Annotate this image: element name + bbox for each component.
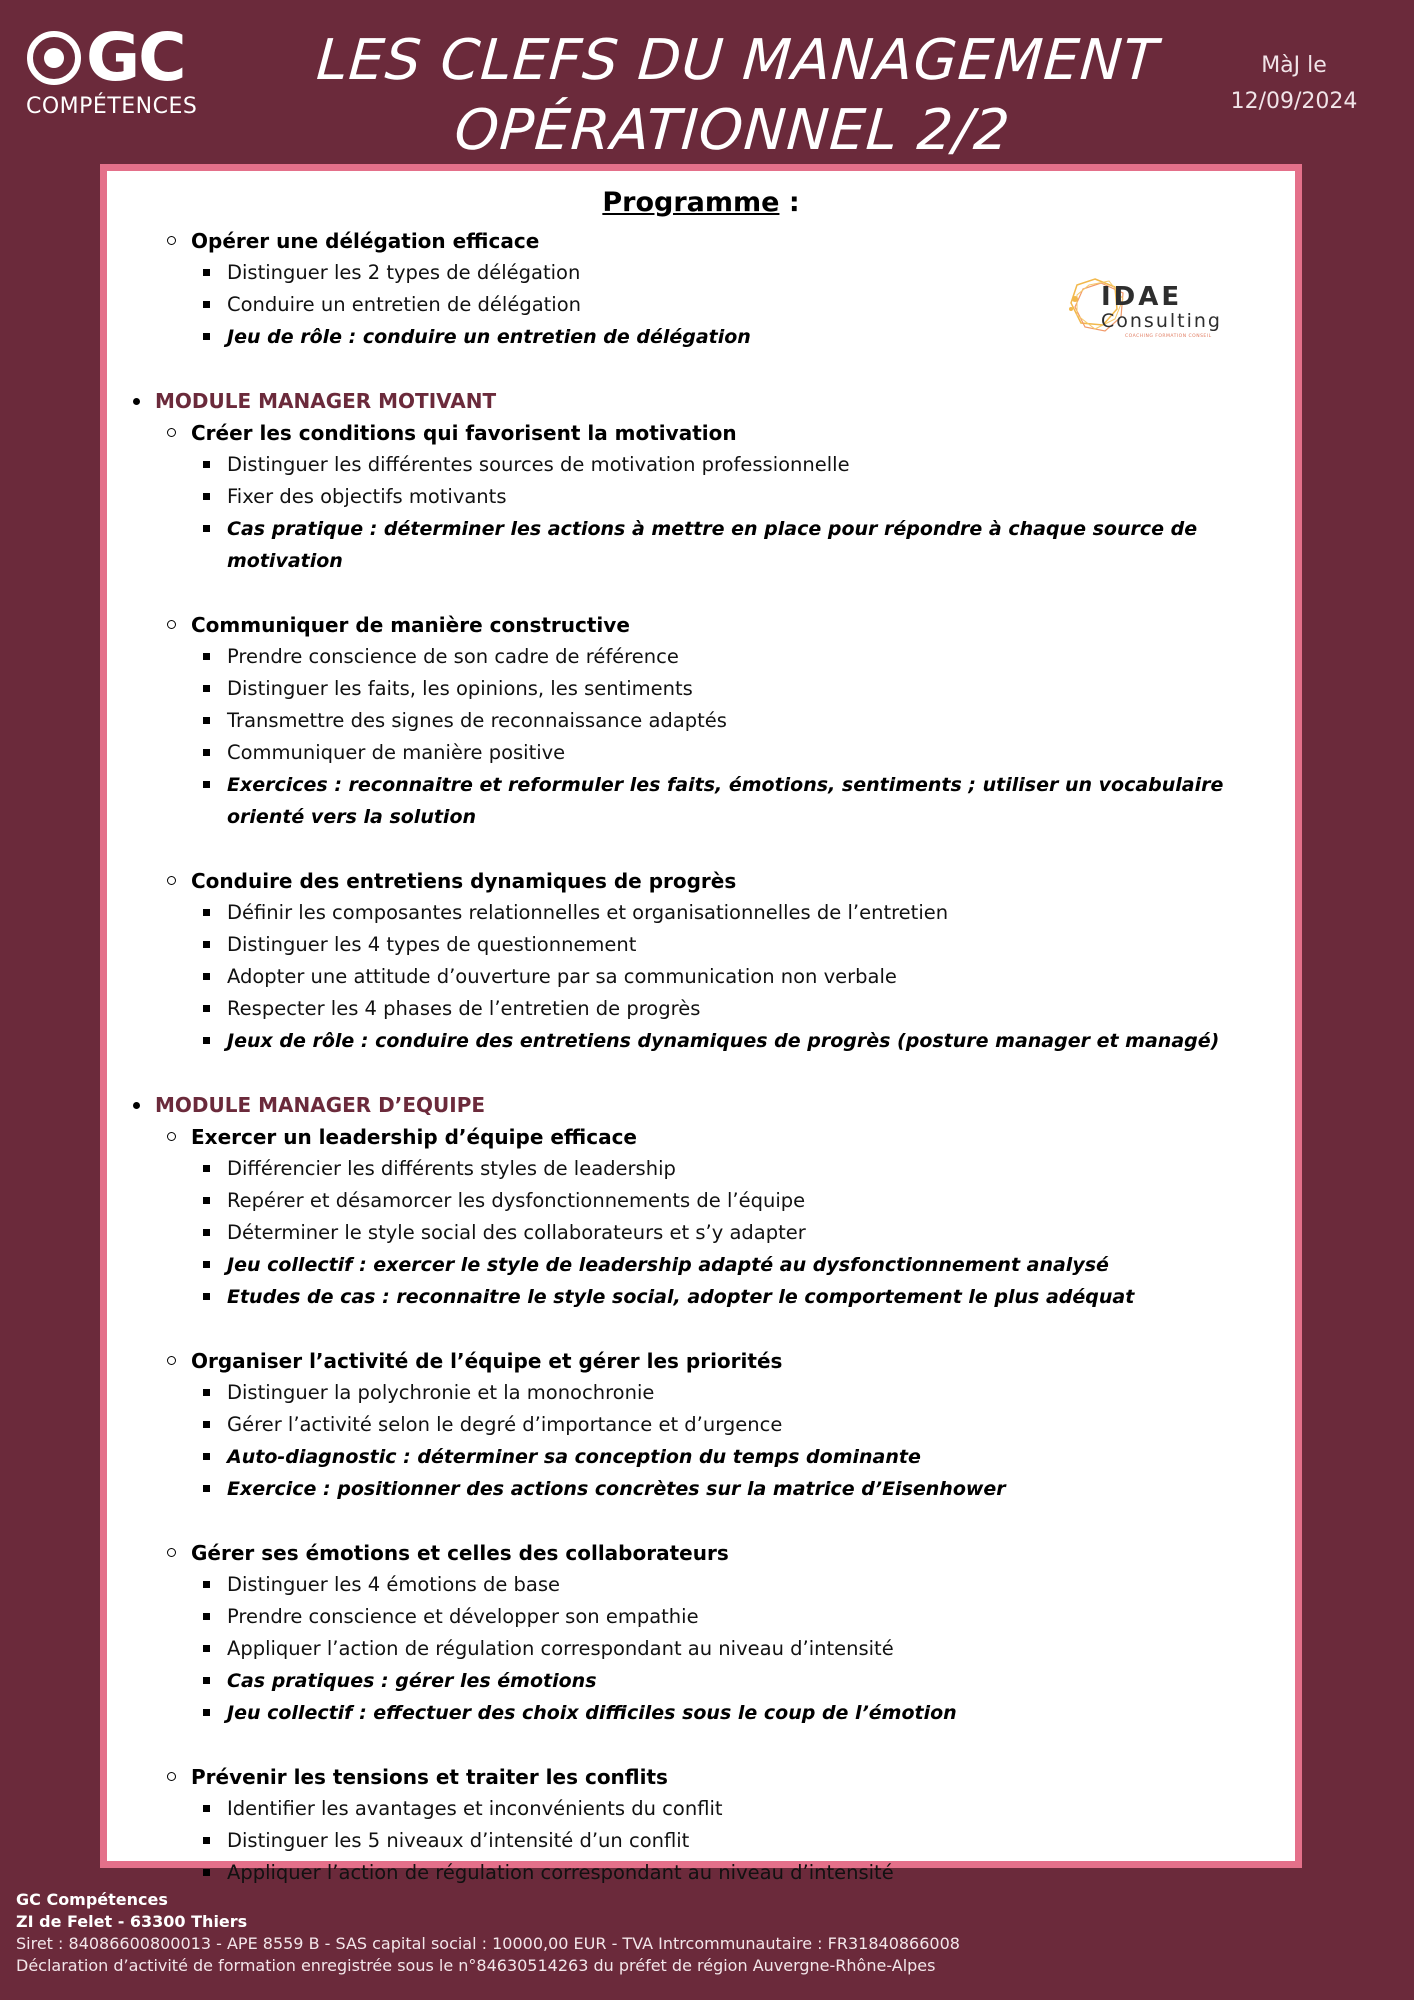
list-item-exercise [191, 1697, 1283, 1729]
list-item-exercise [191, 769, 1283, 833]
section-title: Opérer une délégation efficace [191, 229, 540, 253]
section-item [155, 1537, 1283, 1761]
square-bullet-icon [203, 1869, 210, 1876]
square-bullet-icon [203, 685, 210, 692]
list-item-text: Cas pratique : déterminer les actions à mettre en place pour répondre à chaque source de motivation [227, 518, 1198, 572]
list-item [191, 1857, 1283, 1889]
square-bullet-icon [203, 909, 210, 916]
square-bullet-icon [203, 1293, 210, 1300]
square-bullet-icon [203, 1613, 210, 1620]
list-item-exercise [191, 1025, 1283, 1057]
list-item [191, 1217, 1283, 1249]
idae-logo-tagline: COACHING FORMATION CONSEIL [1125, 334, 1212, 339]
list-item-text: Appliquer l’action de régulation correspondant au niveau d’intensité [227, 1637, 894, 1660]
list-item [191, 1601, 1283, 1633]
square-bullet-icon [203, 1037, 210, 1044]
list-item [191, 641, 1283, 673]
list-item [191, 1153, 1283, 1185]
list-item [191, 1633, 1283, 1665]
list-item-text: Gérer l’activité selon le degré d’importance et d’urgence [227, 1413, 783, 1436]
list-item-text: Distinguer les faits, les opinions, les sentiments [227, 677, 693, 700]
list-item [191, 1793, 1283, 1825]
square-bullet-icon [203, 525, 210, 532]
spacer [191, 1729, 1283, 1761]
section-item [155, 225, 1283, 353]
square-bullet-icon [203, 461, 210, 468]
section-item [155, 609, 1283, 865]
section-title: Communiquer de manière constructive [191, 613, 630, 637]
section-points [191, 257, 1283, 353]
circle-bullet-icon [167, 428, 176, 437]
spacer [191, 577, 1283, 609]
list-item-exercise [191, 513, 1283, 577]
list-item-text: Déterminer le style social des collaborateurs et s’y adapter [227, 1221, 806, 1244]
module-item [119, 385, 1283, 1089]
list-item [191, 289, 1283, 321]
footer-company: GC Compétences [16, 1890, 168, 1909]
gc-logo-circle-icon [26, 30, 82, 86]
logo-letters: GC [86, 19, 185, 96]
section-item [155, 1345, 1283, 1537]
square-bullet-icon [203, 1581, 210, 1588]
square-bullet-icon [203, 1677, 210, 1684]
programme-panel [100, 164, 1302, 1884]
module-item [119, 1089, 1283, 1889]
circle-bullet-icon [167, 236, 176, 245]
spacer [191, 1313, 1283, 1345]
square-bullet-icon [203, 1485, 210, 1492]
square-bullet-icon [203, 269, 210, 276]
list-item-exercise [191, 1665, 1283, 1697]
section-points [191, 449, 1283, 577]
section-points [191, 897, 1283, 1057]
list-item-text: Distinguer les 5 niveaux d’intensité d’un conflit [227, 1829, 690, 1852]
square-bullet-icon [203, 1389, 210, 1396]
disc-bullet-icon [133, 398, 140, 405]
square-bullet-icon [203, 1453, 210, 1460]
list-item-text: Conduire un entretien de délégation [227, 293, 582, 316]
list-item-text: Transmettre des signes de reconnaissance adaptés [227, 709, 727, 732]
circle-bullet-icon [167, 1356, 176, 1365]
list-item-exercise [191, 1473, 1283, 1505]
list-item-text: Communiquer de manière positive [227, 741, 566, 764]
square-bullet-icon [203, 1261, 210, 1268]
footer-declaration: Déclaration d’activité de formation enregistrée sous le n°84630514263 du préfet de région Auvergne-Rhône-Alpes [16, 1956, 936, 1975]
list-item-exercise [191, 321, 1283, 353]
list-item-text: Distinguer les 2 types de délégation [227, 261, 581, 284]
square-bullet-icon [203, 333, 210, 340]
square-bullet-icon [203, 1837, 210, 1844]
list-item [191, 897, 1283, 929]
list-item-text: Exercice : positionner des actions concrètes sur la matrice d’Eisenhower [227, 1478, 1006, 1500]
square-bullet-icon [203, 1421, 210, 1428]
list-item-text: Exercices : reconnaitre et reformuler les faits, émotions, sentiments ; utiliser un vocabulaire orienté vers la solution [227, 774, 1224, 828]
list-item-exercise [191, 1281, 1283, 1313]
list-item [191, 257, 1283, 289]
section-points [191, 1569, 1283, 1729]
list-item-text: Jeu collectif : effectuer des choix difficiles sous le coup de l’émotion [227, 1702, 957, 1724]
footer-legal: Siret : 84086600800013 - APE 8559 B - SAS capital social : 10000,00 EUR - TVA Intrcommunautaire : FR31840866008 [16, 1934, 960, 1953]
list-item [191, 673, 1283, 705]
square-bullet-icon [203, 1805, 210, 1812]
footer [16, 1889, 1396, 1977]
square-bullet-icon [203, 1709, 210, 1716]
square-bullet-icon [203, 1229, 210, 1236]
square-bullet-icon [203, 941, 210, 948]
square-bullet-icon [203, 493, 210, 500]
square-bullet-icon [203, 1005, 210, 1012]
list-item [191, 961, 1283, 993]
list-item-text: Distinguer les différentes sources de motivation professionnelle [227, 453, 850, 476]
list-item-text: Auto-diagnostic : déterminer sa conception du temps dominante [227, 1446, 921, 1468]
update-label: MàJ le [1261, 53, 1327, 78]
section-title: Conduire des entretiens dynamiques de progrès [191, 869, 737, 893]
section-title: Prévenir les tensions et traiter les conflits [191, 1765, 668, 1789]
spacer [191, 1505, 1283, 1537]
circle-bullet-icon [167, 1772, 176, 1781]
list-item-exercise [191, 1441, 1283, 1473]
square-bullet-icon [203, 973, 210, 980]
list-item [191, 929, 1283, 961]
spacer [191, 833, 1283, 865]
square-bullet-icon [203, 1197, 210, 1204]
section-item [155, 1121, 1283, 1345]
list-item-text: Distinguer les 4 émotions de base [227, 1573, 561, 1596]
list-item [191, 1569, 1283, 1601]
list-item-text: Identifier les avantages et inconvénients du conflit [227, 1797, 723, 1820]
disc-bullet-icon [133, 1102, 140, 1109]
list-item-text: Repérer et désamorcer les dysfonctionnements de l’équipe [227, 1189, 806, 1212]
square-bullet-icon [203, 781, 210, 788]
square-bullet-icon [203, 1165, 210, 1172]
list-item-text: Adopter une attitude d’ouverture par sa communication non verbale [227, 965, 897, 988]
list-item [191, 1825, 1283, 1857]
section-item [155, 865, 1283, 1089]
section-points [191, 1153, 1283, 1313]
list-item-text: Prendre conscience de son cadre de référence [227, 645, 679, 668]
list-item-text: Respecter les 4 phases de l’entretien de progrès [227, 997, 701, 1020]
page-title [295, 26, 1175, 166]
module-sections [155, 1121, 1283, 1889]
page-title-line-2: OPÉRATIONNEL 2/2 [452, 98, 1013, 163]
list-item-text: Cas pratiques : gérer les émotions [227, 1670, 597, 1692]
list-item-text: Distinguer la polychronie et la monochronie [227, 1381, 655, 1404]
circle-bullet-icon [167, 876, 176, 885]
list-item [191, 705, 1283, 737]
section-title: Organiser l’activité de l’équipe et gérer les priorités [191, 1349, 783, 1373]
list-item [191, 1185, 1283, 1217]
square-bullet-icon [203, 301, 210, 308]
gc-competences-logo [26, 19, 206, 124]
update-date [1200, 48, 1388, 120]
section-item [155, 417, 1283, 609]
square-bullet-icon [203, 749, 210, 756]
programme-heading [119, 185, 1283, 221]
module-sections [155, 417, 1283, 1089]
list-item [191, 993, 1283, 1025]
list-item-text: Jeu collectif : exercer le style de leadership adapté au dysfonctionnement analysé [227, 1254, 1109, 1276]
list-item-text: Prendre conscience et développer son empathie [227, 1605, 699, 1628]
section-points [191, 1377, 1283, 1505]
circle-bullet-icon [167, 1548, 176, 1557]
page-title-line-1: LES CLEFS DU MANAGEMENT [314, 28, 1161, 93]
list-item-text: Appliquer l’action de régulation correspondant au niveau d’intensité [227, 1861, 894, 1884]
list-item-text: Fixer des objectifs motivants [227, 485, 507, 508]
list-item-text: Jeu de rôle : conduire un entretien de délégation [227, 326, 751, 348]
programme-heading-text: Programme [602, 187, 780, 218]
list-item [191, 1377, 1283, 1409]
circle-bullet-icon [167, 620, 176, 629]
section-item [155, 1761, 1283, 1889]
list-item [191, 1409, 1283, 1441]
section-title: Gérer ses émotions et celles des collaborateurs [191, 1541, 729, 1565]
square-bullet-icon [203, 1645, 210, 1652]
module-title: MODULE MANAGER D’EQUIPE [155, 1093, 486, 1117]
footer-address: ZI de Felet - 63300 Thiers [16, 1912, 248, 1931]
section-title: Créer les conditions qui favorisent la motivation [191, 421, 737, 445]
list-item [191, 449, 1283, 481]
idae-logo-line-1: IDAE [1101, 282, 1183, 312]
module-title: MODULE MANAGER MOTIVANT [155, 389, 497, 413]
spacer [119, 353, 1283, 385]
list-item [191, 737, 1283, 769]
section-title: Exercer un leadership d’équipe efficace [191, 1125, 637, 1149]
update-value: 12/09/2024 [1230, 89, 1358, 114]
continued-section-list [155, 225, 1283, 353]
section-points [191, 1793, 1283, 1889]
square-bullet-icon [203, 717, 210, 724]
section-points [191, 641, 1283, 833]
spacer [191, 1057, 1283, 1089]
list-item-text: Distinguer les 4 types de questionnement [227, 933, 637, 956]
list-item-exercise [191, 1249, 1283, 1281]
list-item-text: Définir les composantes relationnelles et organisationnelles de l’entretien [227, 901, 949, 924]
list-item-text: Etudes de cas : reconnaitre le style social, adopter le comportement le plus adéquat [227, 1286, 1135, 1308]
list-item-text: Jeux de rôle : conduire des entretiens dynamiques de progrès (posture manager et managé) [227, 1030, 1220, 1052]
idae-logo-line-2: Consulting [1101, 310, 1222, 332]
list-item-text: Différencier les différents styles de leadership [227, 1157, 676, 1180]
logo-subtitle: COMPÉTENCES [26, 94, 198, 119]
square-bullet-icon [203, 653, 210, 660]
programme-heading-suffix: : [779, 187, 800, 218]
circle-bullet-icon [167, 1132, 176, 1141]
list-item [191, 481, 1283, 513]
modules-list [119, 385, 1283, 1889]
